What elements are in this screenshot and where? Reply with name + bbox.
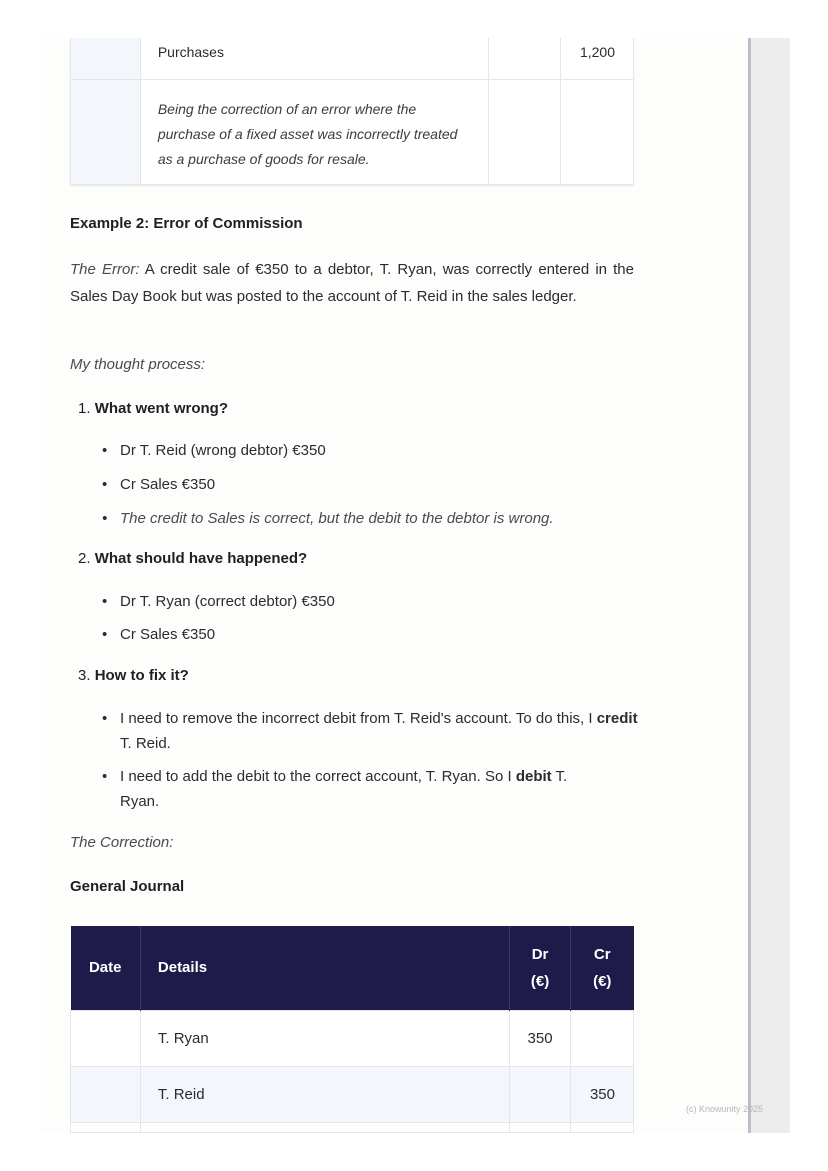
dr-cell <box>489 79 561 184</box>
side-divider <box>748 38 751 1133</box>
table-row <box>71 1010 634 1066</box>
cr-cell <box>571 1010 634 1066</box>
list-item: • Cr Sales €350 <box>120 472 640 497</box>
table-row <box>71 1122 634 1132</box>
header-cr-unit: (€) <box>593 972 612 990</box>
dr-cell <box>510 1066 571 1122</box>
dr-cell: 350 <box>510 1010 571 1066</box>
bullet-text: I need to remove the incorrect debit from T. Reid's account. To do this, I <box>120 710 597 727</box>
step-heading <box>78 400 228 417</box>
details-cell: Purchases <box>140 38 488 79</box>
details-cell <box>140 1122 509 1132</box>
general-journal-table <box>70 926 634 1133</box>
cr-cell <box>561 79 634 184</box>
watermark: (c) Knowunity 2025 <box>686 1104 764 1114</box>
details-cell: T. Reid <box>140 1066 509 1122</box>
journal-title: General Journal <box>70 878 185 895</box>
header-date: Date <box>71 926 141 1010</box>
list-item <box>120 706 638 756</box>
error-paragraph <box>70 256 634 310</box>
table-row <box>71 1066 634 1122</box>
list-item: • The credit to Sales is correct, but the debit to the debtor is wrong. <box>120 506 640 531</box>
bullet-text: I need to add the debit to the correct account, T. Ryan. So I <box>120 768 516 785</box>
table-header-row <box>71 926 634 1010</box>
step-number: 1. <box>78 400 95 417</box>
header-dr-label: Dr <box>531 945 549 963</box>
step-heading <box>78 667 189 684</box>
step-title: What went wrong? <box>94 400 229 417</box>
header-details: Details <box>140 926 509 1010</box>
correction-label: The Correction: <box>70 834 174 851</box>
header-dr <box>510 926 571 1010</box>
cr-cell: 350 <box>571 1066 634 1122</box>
dr-cell <box>510 1122 571 1132</box>
step-heading <box>78 550 307 567</box>
date-cell <box>71 79 141 184</box>
step-number: 3. <box>78 667 95 684</box>
date-cell <box>71 1010 141 1066</box>
list-item: • Dr T. Reid (wrong debtor) €350 <box>120 438 640 463</box>
table-row <box>71 79 634 184</box>
step-title: How to fix it? <box>94 667 189 684</box>
bullet-text: T. Ryan. <box>120 768 568 810</box>
error-label: The Error: <box>70 261 140 278</box>
bullet-text: T. Reid. <box>120 735 171 752</box>
date-cell <box>71 1066 141 1122</box>
thought-process-label: My thought process: <box>70 356 206 373</box>
list-item <box>120 764 610 814</box>
details-cell: T. Ryan <box>140 1010 509 1066</box>
date-cell <box>71 1122 141 1132</box>
header-dr-unit: (€) <box>530 972 550 990</box>
example-heading: Example 2: Error of Commission <box>70 215 303 232</box>
step-number: 2. <box>78 550 95 567</box>
header-cr-label: Cr <box>593 945 611 963</box>
bullet-bold: credit <box>596 710 638 727</box>
error-text: A credit sale of €350 to a debtor, T. Ryan, was correctly entered in the Sales Day Book but was posted to the account of T. Reid in the sales ledger. <box>70 261 634 305</box>
previous-journal-table <box>70 38 634 185</box>
cr-cell: 1,200 <box>561 38 634 79</box>
step-title: What should have happened? <box>94 550 308 567</box>
dr-cell <box>489 38 561 79</box>
table-row <box>71 38 634 79</box>
side-strip <box>750 38 790 1133</box>
date-cell <box>71 38 141 79</box>
bullet-bold: debit <box>515 768 552 785</box>
list-item: • Cr Sales €350 <box>120 622 640 647</box>
narration-cell: Being the correction of an error where the purchase of a fixed asset was incorrectly treated as a purchase of goods for resale. <box>140 79 488 184</box>
cr-cell <box>571 1122 634 1132</box>
list-item: • Dr T. Ryan (correct debtor) €350 <box>120 589 640 614</box>
header-cr <box>571 926 634 1010</box>
